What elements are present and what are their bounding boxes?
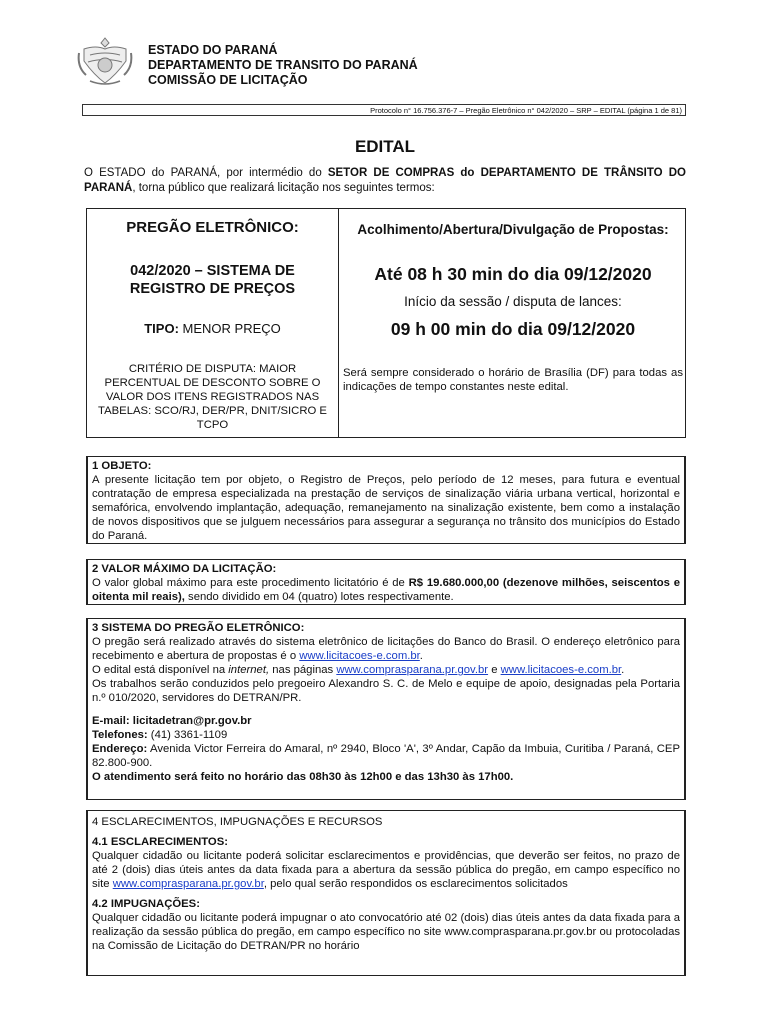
session-start-time: 09 h 00 min do dia 09/12/2020 bbox=[390, 319, 636, 339]
document-header bbox=[148, 43, 418, 88]
section-2-text bbox=[92, 576, 680, 604]
section-3-spacer bbox=[92, 705, 680, 714]
tipo-value: MENOR PREÇO bbox=[178, 321, 281, 336]
intro-bold: SETOR DE COMPRAS do DEPARTAMENTO DE TRÂNSITO DO PARANÁ bbox=[84, 167, 686, 194]
section-objeto bbox=[86, 456, 686, 544]
section-sistema-pregao bbox=[86, 618, 686, 800]
section-3-title: 3 SISTEMA DO PREGÃO ELETRÔNICO: bbox=[92, 622, 305, 634]
pregao-number: 042/2020 – SISTEMA DE REGISTRO DE PREÇOS bbox=[129, 263, 296, 297]
contact-address bbox=[92, 742, 680, 770]
intro-paragraph bbox=[84, 166, 686, 196]
section-3-para-1-text: O pregão será realizado através do sistema eletrônico de licitações do Banco do Brasil. O endereço eletrônico para recebimento e abertura de propostas é o bbox=[92, 636, 680, 662]
licitacoes-link[interactable]: www.licitacoes-e.com.br bbox=[299, 650, 420, 662]
section-4-2-text: Qualquer cidadão ou licitante poderá impugnar o ato convocatório até 02 (dois) dias úteis antes da data fixada para a realização da sessão pública do pregão, em campo específico no site www.comprasparana.pr.gov.br ou protocoladas na Comissão de Licitação do DETRAN/PR no horário bbox=[92, 912, 680, 952]
section-4-1-text-a: Qualquer cidadão ou licitante poderá solicitar esclarecimentos e providências, que deverão ser feitos, no prazo de até 2 (dois) dias úteis antes da data fixada para a abertura da sessão pública do pregão, em campo específico no site bbox=[92, 850, 680, 890]
header-department: DEPARTAMENTO DE TRANSITO DO PARANÁ bbox=[148, 58, 418, 72]
contact-phone-label: Telefones: bbox=[92, 729, 148, 741]
comprasparana-link-2[interactable]: www.comprasparana.pr.gov.br bbox=[112, 878, 264, 890]
section-3-para-2-b: nas páginas bbox=[269, 664, 337, 676]
section-1-text: A presente licitação tem por objeto, o Registro de Preços, pelo período de 12 meses, para futura e eventual contratação de empresa especializada na prestação de serviços de sinalização viária urbana vertical, horizontal e semafórica, envolvendo implantação, adequação, remanejamento na sinalização existente, bem como a instalação de novos dispositivos que se julguem necessários para assegurar a segurança no trânsito dos municípios do Estado do Paraná. bbox=[92, 474, 680, 542]
header-commission: COMISSÃO DE LICITAÇÃO bbox=[148, 73, 308, 87]
section-3-para-1-end: . bbox=[419, 650, 423, 662]
section-2-text-2: sendo dividido em 04 (quatro) lotes respectivamente. bbox=[184, 591, 454, 603]
section-3-para-2-internet: internet, bbox=[228, 664, 270, 676]
intro-text-1: O ESTADO do PARANÁ, por intermédio do bbox=[84, 167, 328, 179]
section-4-1-title: 4.1 ESCLARECIMENTOS: bbox=[92, 836, 229, 848]
section-3-para-2 bbox=[92, 663, 680, 677]
protocol-bar: Protocolo n° 16.756.376-7 – Pregão Eletrônico n° 042/2020 – SRP – EDITAL (página 1 de 81) bbox=[82, 104, 686, 116]
licitacoes-link-2[interactable]: www.licitacoes-e.com.br bbox=[500, 664, 622, 676]
tipo-line bbox=[87, 321, 338, 336]
tipo-label: TIPO: bbox=[144, 321, 179, 336]
section-3-para-2-d: . bbox=[621, 664, 625, 676]
criterio-disputa: CRITÉRIO DE DISPUTA: MAIOR PERCENTUAL DE DESCONTO SOBRE O VALOR DOS ITENS REGISTRADOS NAS TABELAS: SCO/RJ, DER/PR, DNIT/SICRO E TCPO bbox=[98, 363, 327, 431]
section-valor-maximo bbox=[86, 559, 686, 605]
contact-email: E-mail: licitadetran@pr.gov.br bbox=[92, 715, 252, 727]
acolhimento-deadline: Até 08 h 30 min do dia 09/12/2020 bbox=[374, 264, 652, 284]
section-esclarecimentos bbox=[86, 810, 686, 976]
contact-address-value: Avenida Victor Ferreira do Amaral, nº 2940, Bloco 'A', 3º Andar, Capão da Imbuia, Curitiba / Paraná, CEP 82.800-900. bbox=[92, 743, 680, 769]
section-4-2-title: 4.2 IMPUGNAÇÕES: bbox=[92, 898, 200, 910]
session-start-label: Início da sessão / disputa de lances: bbox=[404, 294, 622, 309]
section-4-1-text bbox=[92, 849, 680, 891]
brasilia-time-note: Será sempre considerado o horário de Brasília (DF) para todas as indicações de tempo constantes neste edital. bbox=[343, 367, 683, 393]
contact-address-label: Endereço: bbox=[92, 743, 148, 755]
page-title: EDITAL bbox=[354, 137, 416, 156]
section-3-para-2-a: O edital está disponível na bbox=[92, 664, 229, 676]
comprasparana-link[interactable]: www.comprasparana.pr.gov.br bbox=[336, 664, 489, 676]
acolhimento-label: Acolhimento/Abertura/Divulgação de Propostas: bbox=[357, 222, 669, 237]
intro-text-2: , torna público que realizará licitação nos seguintes termos: bbox=[132, 182, 435, 194]
summary-box bbox=[86, 208, 686, 438]
section-3-para-1 bbox=[92, 635, 680, 663]
office-hours: O atendimento será feito no horário das 08h30 às 12h00 e das 13h30 às 17h00. bbox=[92, 771, 514, 783]
section-1-title: 1 OBJETO: bbox=[92, 460, 152, 472]
section-2-text-1: O valor global máximo para este procedimento licitatório é de bbox=[92, 577, 409, 589]
header-state: ESTADO DO PARANÁ bbox=[148, 43, 278, 57]
parana-coat-of-arms-logo bbox=[76, 35, 134, 87]
section-2-title: 2 VALOR MÁXIMO DA LICITAÇÃO: bbox=[92, 563, 277, 575]
section-4-title: 4 ESCLARECIMENTOS, IMPUGNAÇÕES E RECURSOS bbox=[92, 816, 383, 828]
section-3-para-3: Os trabalhos serão conduzidos pelo pregoeiro Alexandro S. C. de Melo e equipe de apoio, designadas pela Portaria n.º 010/2020, servidores do DETRAN/PR. bbox=[92, 678, 680, 704]
section-3-para-2-c: e bbox=[488, 664, 501, 676]
contact-phone-value: (41) 3361-1109 bbox=[147, 729, 228, 741]
pregao-label: PREGÃO ELETRÔNICO: bbox=[126, 219, 299, 236]
section-2-value: R$ 19.680.000,00 (dezenove milhões, seiscentos e oitenta mil reais), bbox=[92, 577, 680, 603]
contact-phone bbox=[92, 728, 680, 742]
section-4-1-text-b: , pelo qual serão respondidos os esclarecimentos solicitados bbox=[263, 878, 568, 890]
